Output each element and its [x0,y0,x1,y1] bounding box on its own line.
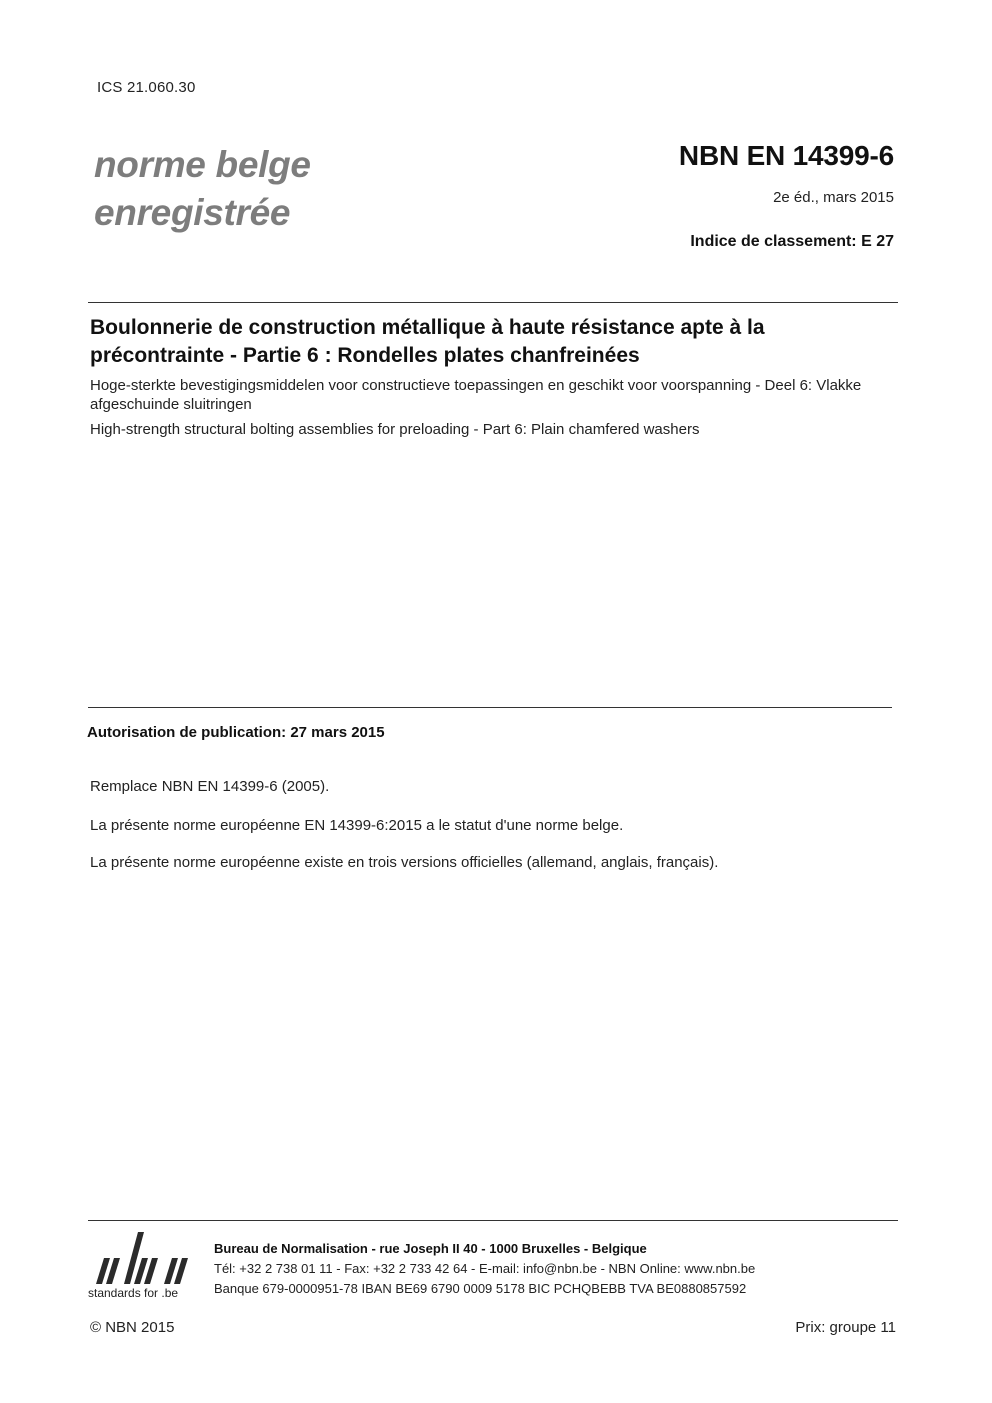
brand-title [94,141,311,237]
footer-bank: Banque 679-0000951-78 IBAN BE69 6790 0009 5178 BIC PCHQBEBB TVA BE0880857592 [214,1281,747,1296]
publication-authorisation: Autorisation de publication: 27 mars 2015 [87,724,385,741]
footer-contact: Tél: +32 2 738 01 11 - Fax: +32 2 733 42 64 - E-mail: info@nbn.be - NBN Online: www.nbn.be [214,1261,756,1276]
paragraph-replaces: Remplace NBN EN 14399-6 (2005). [90,778,330,795]
brand-title-line2: enregistrée [94,192,291,233]
price-group: Prix: groupe 11 [795,1319,896,1336]
brand-title-line1: norme belge [94,144,311,185]
classement-index: Indice de classement: E 27 [690,233,894,250]
title-dutch: Hoge-sterkte bevestigingsmiddelen voor constructieve toepassingen en geschikt voor voorspanning - Deel 6: Vlakke afgeschuinde sluitringen [90,377,862,413]
standard-code: NBN EN 14399-6 [678,140,894,171]
paragraph-versions: La présente norme européenne existe en trois versions officielles (allemand, anglais, français). [90,854,719,871]
title-french: Boulonnerie de construction métallique à haute résistance apte à la précontrainte - Partie 6 : Rondelles plates chanfreinées [90,316,765,367]
footer-address: Bureau de Normalisation - rue Joseph II 40 - 1000 Bruxelles - Belgique [214,1241,647,1256]
divider-middle [88,707,892,708]
divider-footer [88,1220,898,1221]
copyright: © NBN 2015 [90,1319,175,1336]
edition-info: 2e éd., mars 2015 [773,189,894,206]
ics-code: ICS 21.060.30 [97,79,196,96]
logo-tagline: standards for .be [88,1286,179,1300]
title-english: High-strength structural bolting assemblies for preloading - Part 6: Plain chamfered washers [90,421,700,438]
divider-top [88,302,898,303]
paragraph-status: La présente norme européenne EN 14399-6:2015 a le statut d'une norme belge. [90,817,624,834]
